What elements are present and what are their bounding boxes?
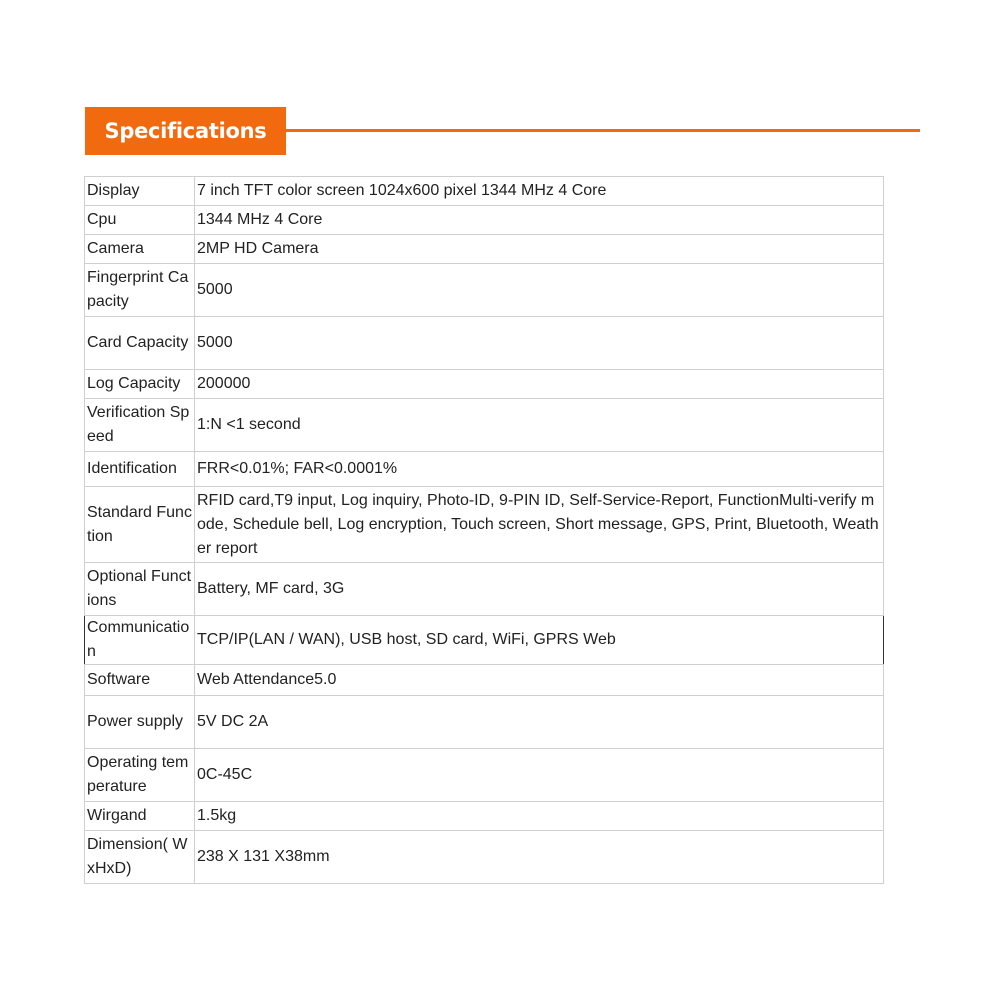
spec-table: [84, 176, 884, 884]
spec-value: Web Attendance5.0: [195, 665, 884, 696]
table-row: [85, 665, 884, 696]
spec-label: Dimension( WxHxD): [85, 831, 195, 884]
spec-value: 5000: [195, 264, 884, 317]
table-row: [85, 370, 884, 399]
spec-label: Software: [85, 665, 195, 696]
table-row: [85, 616, 884, 665]
spec-label: Fingerprint Capacity: [85, 264, 195, 317]
table-row: [85, 802, 884, 831]
table-row: [85, 399, 884, 452]
table-row: [85, 487, 884, 563]
table-row: [85, 563, 884, 616]
spec-label: Optional Functions: [85, 563, 195, 616]
spec-value: 2MP HD Camera: [195, 235, 884, 264]
table-row: [85, 696, 884, 749]
table-row: [85, 264, 884, 317]
spec-label: Operating temperature: [85, 749, 195, 802]
spec-label: Log Capacity: [85, 370, 195, 399]
spec-label: Cpu: [85, 206, 195, 235]
spec-label: Identification: [85, 452, 195, 487]
table-row: [85, 452, 884, 487]
spec-value: 0C-45C: [195, 749, 884, 802]
section-title: Specifications: [85, 107, 286, 155]
section-divider: [286, 129, 920, 132]
table-row: [85, 235, 884, 264]
section-header: [85, 107, 920, 155]
spec-label: Wirgand: [85, 802, 195, 831]
spec-label: Card Capacity: [85, 317, 195, 370]
spec-value: TCP/IP(LAN / WAN), USB host, SD card, WiFi, GPRS Web: [195, 616, 884, 665]
spec-label: Camera: [85, 235, 195, 264]
spec-value: 238 X 131 X38mm: [195, 831, 884, 884]
spec-value: 7 inch TFT color screen 1024x600 pixel 1344 MHz 4 Core: [195, 177, 884, 206]
table-row: [85, 831, 884, 884]
spec-label: Display: [85, 177, 195, 206]
spec-label: Verification Speed: [85, 399, 195, 452]
spec-value: 1.5kg: [195, 802, 884, 831]
table-row: [85, 206, 884, 235]
spec-value: FRR<0.01%; FAR<0.0001%: [195, 452, 884, 487]
spec-value: Battery, MF card, 3G: [195, 563, 884, 616]
spec-value: 5000: [195, 317, 884, 370]
table-row: [85, 177, 884, 206]
spec-value: RFID card,T9 input, Log inquiry, Photo-ID, 9-PIN ID, Self-Service-Report, FunctionMulti-verify mode, Schedule bell, Log encryption, Touch screen, Short message, GPS, Print, Bluetooth, Weather report: [195, 487, 884, 563]
spec-label: Power supply: [85, 696, 195, 749]
table-row: [85, 317, 884, 370]
spec-value: 1344 MHz 4 Core: [195, 206, 884, 235]
spec-label: Communication: [85, 616, 195, 665]
spec-label: Standard Function: [85, 487, 195, 563]
table-row: [85, 749, 884, 802]
spec-value: 5V DC 2A: [195, 696, 884, 749]
spec-value: 1:N <1 second: [195, 399, 884, 452]
spec-value: 200000: [195, 370, 884, 399]
